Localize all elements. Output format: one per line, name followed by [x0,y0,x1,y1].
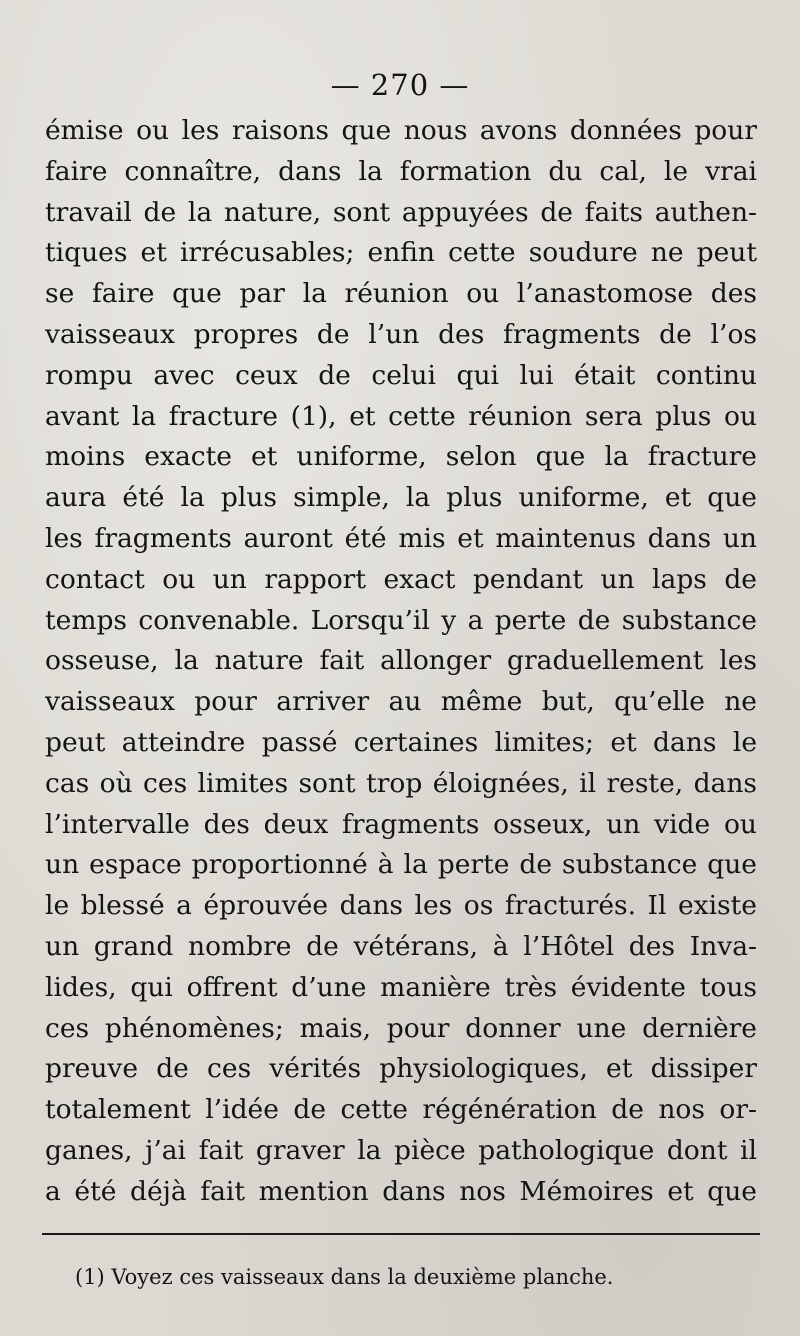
text-line: totalement l’idée de cette régénération de nos or- [45,1094,757,1126]
text-line: tiques et irrécusables; enfin cette soudure ne peut [45,237,757,269]
text-line: temps convenable. Lorsqu’il y a perte de substance [45,604,757,636]
text-line: un grand nombre de vétérans, à l’Hôtel des Inva- [45,930,757,962]
text-line: travail de la nature, sont appuyées de faits authen- [45,196,757,228]
footnote-rule [42,1233,760,1235]
text-line: l’intervalle des deux fragments osseux, un vide ou [45,808,757,840]
text-line: faire connaître, dans la formation du cal, le vrai [45,155,757,187]
text-line: un espace proportionné à la perte de substance que [45,849,757,881]
text-line: ces phénomènes; mais, pour donner une dernière [45,1012,757,1044]
page-number: — 270 — [330,68,470,102]
text-line: moins exacte et uniforme, selon que la fracture [45,441,757,473]
text-line: se faire que par la réunion ou l’anastomose des [45,278,757,310]
text-line: cas où ces limites sont trop éloignées, il reste, dans [45,767,757,799]
text-line: ganes, j’ai fait graver la pièce pathologique dont il [45,1134,757,1166]
text-line: émise ou les raisons que nous avons données pour [45,115,757,146]
body-text [45,111,757,1213]
text-line: peut atteindre passé certaines limites; et dans le [45,726,757,758]
text-line: vaisseaux pour arriver au même but, qu’elle ne [45,686,757,718]
text-line: rompu avec ceux de celui qui lui était continu [45,359,757,391]
text-line: le blessé a éprouvée dans les os fracturés. Il existe [45,890,757,922]
text-line: les fragments auront été mis et maintenus dans un [45,522,757,554]
text-line: osseuse, la nature fait allonger graduellement les [45,645,757,677]
text-line: vaisseaux propres de l’un des fragments de l’os [45,318,757,350]
footnote: (1) Voyez ces vaisseaux dans la deuxième planche. [75,1265,614,1289]
text-line: preuve de ces vérités physiologiques, et dissiper [45,1053,757,1085]
text-line: avant la fracture (1), et cette réunion sera plus ou [45,400,757,432]
text-line: contact ou un rapport exact pendant un laps de [45,563,757,595]
text-line: lides, qui offrent d’une manière très évidente tous [45,971,757,1003]
text-line: a été déjà fait mention dans nos Mémoires et que [45,1175,757,1207]
text-line: aura été la plus simple, la plus uniforme, et que [45,482,757,514]
